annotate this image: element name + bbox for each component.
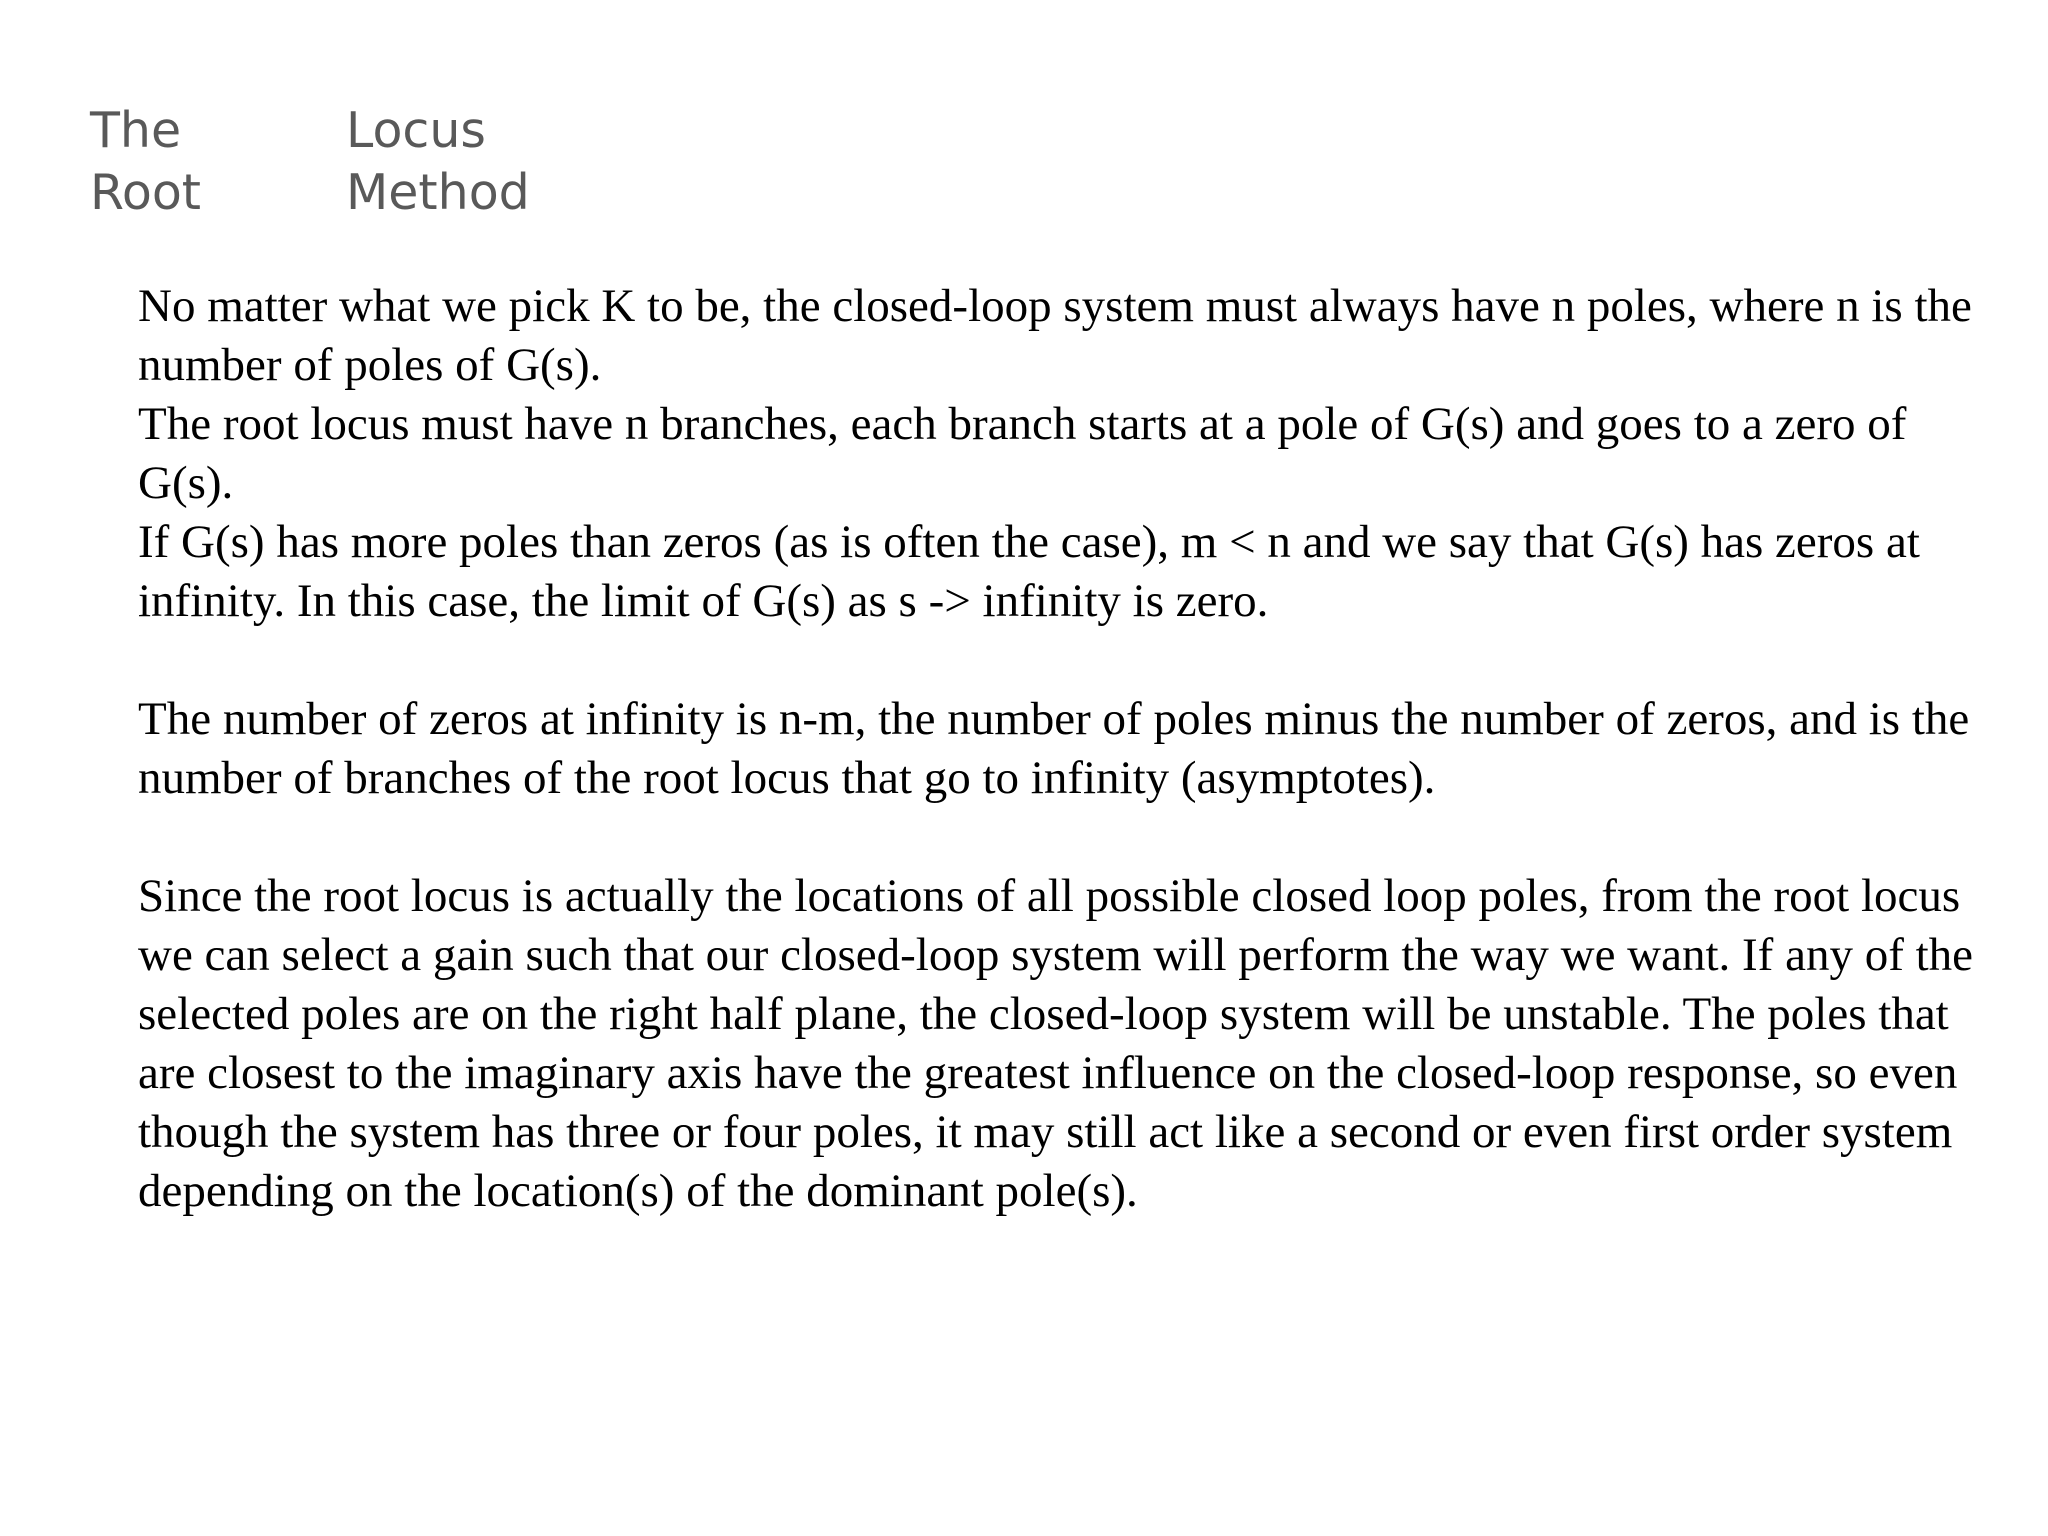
paragraph-gap <box>138 808 1998 867</box>
paragraph: If G(s) has more poles than zeros (as is often the case), m < n and we say that G(s) has zeros at infinity. In this case, the limit of G(s) as s -> infinity is zero. <box>138 516 1920 627</box>
paragraph: No matter what we pick K to be, the closed-loop system must always have n poles, where n is the number of poles of G(s). <box>138 280 1972 391</box>
title-word: Method <box>346 164 530 221</box>
title-word: Locus <box>346 102 486 159</box>
paragraph: Since the root locus is actually the locations of all possible closed loop poles, from the root locus we can select a gain such that our closed-loop system will perform the way we want. If any of the selected poles are on the right half plane, the closed-loop system will be unstable. The poles that are closest to the imaginary axis have the greatest influence on the closed-loop response, so even though the system has three or four poles, it may still act like a second or even first order system depending on the location(s) of the dominant pole(s). <box>138 870 1974 1217</box>
paragraph: The root locus must have n branches, each branch starts at a pole of G(s) and goes to a zero of G(s). <box>138 398 1907 509</box>
title-word: Root <box>90 164 202 221</box>
paragraph-gap <box>138 631 1998 690</box>
slide-body <box>138 277 1998 1221</box>
title-word: The <box>90 102 182 159</box>
paragraph: The number of zeros at infinity is n-m, the number of poles minus the number of zeros, and is the number of branches of the root locus that go to infinity (asymptotes). <box>138 693 1970 804</box>
